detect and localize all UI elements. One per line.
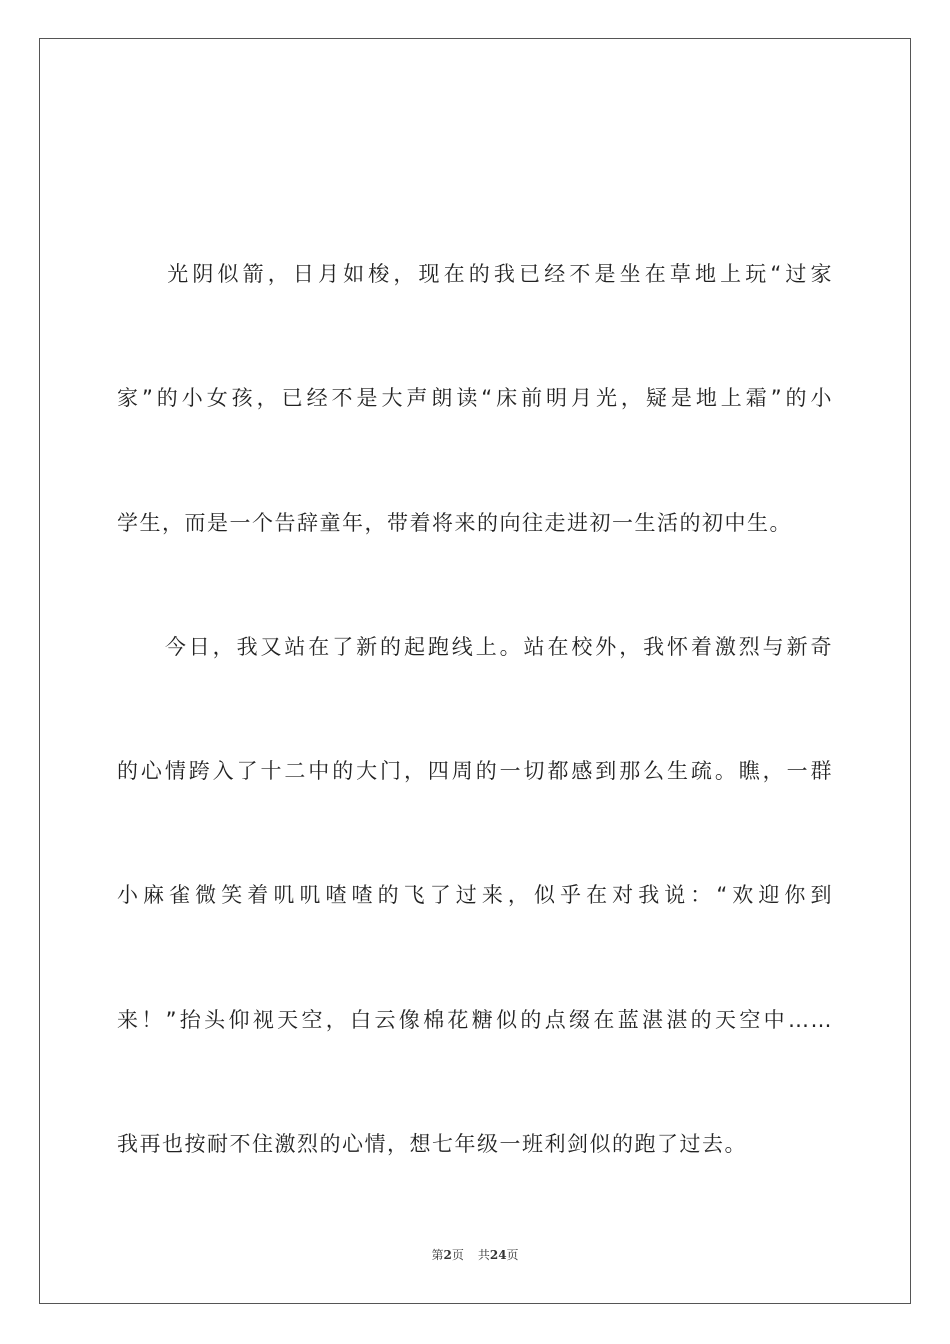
page-border — [39, 38, 911, 1304]
paragraph-2-line-2: 的心情跨入了十二中的大门，四周的一切都感到那么生疏。瞧，一群 — [117, 759, 833, 783]
paragraph-1-line-1: 光阴似箭，日月如梭，现在的我已经不是坐在草地上玩“过家 — [117, 262, 833, 286]
paragraph-1-line-2: 家”的小女孩，已经不是大声朗读“床前明月光，疑是地上霜”的小 — [117, 386, 833, 410]
total-prefix: 共 — [477, 1248, 490, 1262]
paragraph-2-line-5: 我再也按耐不住激烈的心情，想七年级一班利剑似的跑了过去。 — [117, 1132, 747, 1156]
paragraph-2-line-3: 小麻雀微笑着叽叽喳喳的飞了过来，似乎在对我说：“欢迎你到 — [117, 883, 833, 907]
total-suffix: 页 — [506, 1248, 519, 1262]
paragraph-2-line-1: 今日，我又站在了新的起跑线上。站在校外，我怀着激烈与新奇 — [117, 635, 833, 659]
page-number: 2 — [443, 1248, 452, 1262]
total-pages: 24 — [489, 1248, 507, 1262]
paragraph-1-line-3: 学生，而是一个告辞童年，带着将来的向往走进初一生活的初中生。 — [117, 511, 792, 535]
page-footer — [0, 1247, 950, 1263]
paragraph-2-line-4: 来！”抬头仰视天空，白云像棉花糖似的点缀在蓝湛湛的天空中…… — [117, 1008, 833, 1032]
page-prefix: 第 — [431, 1248, 444, 1262]
page-suffix: 页 — [451, 1248, 464, 1262]
